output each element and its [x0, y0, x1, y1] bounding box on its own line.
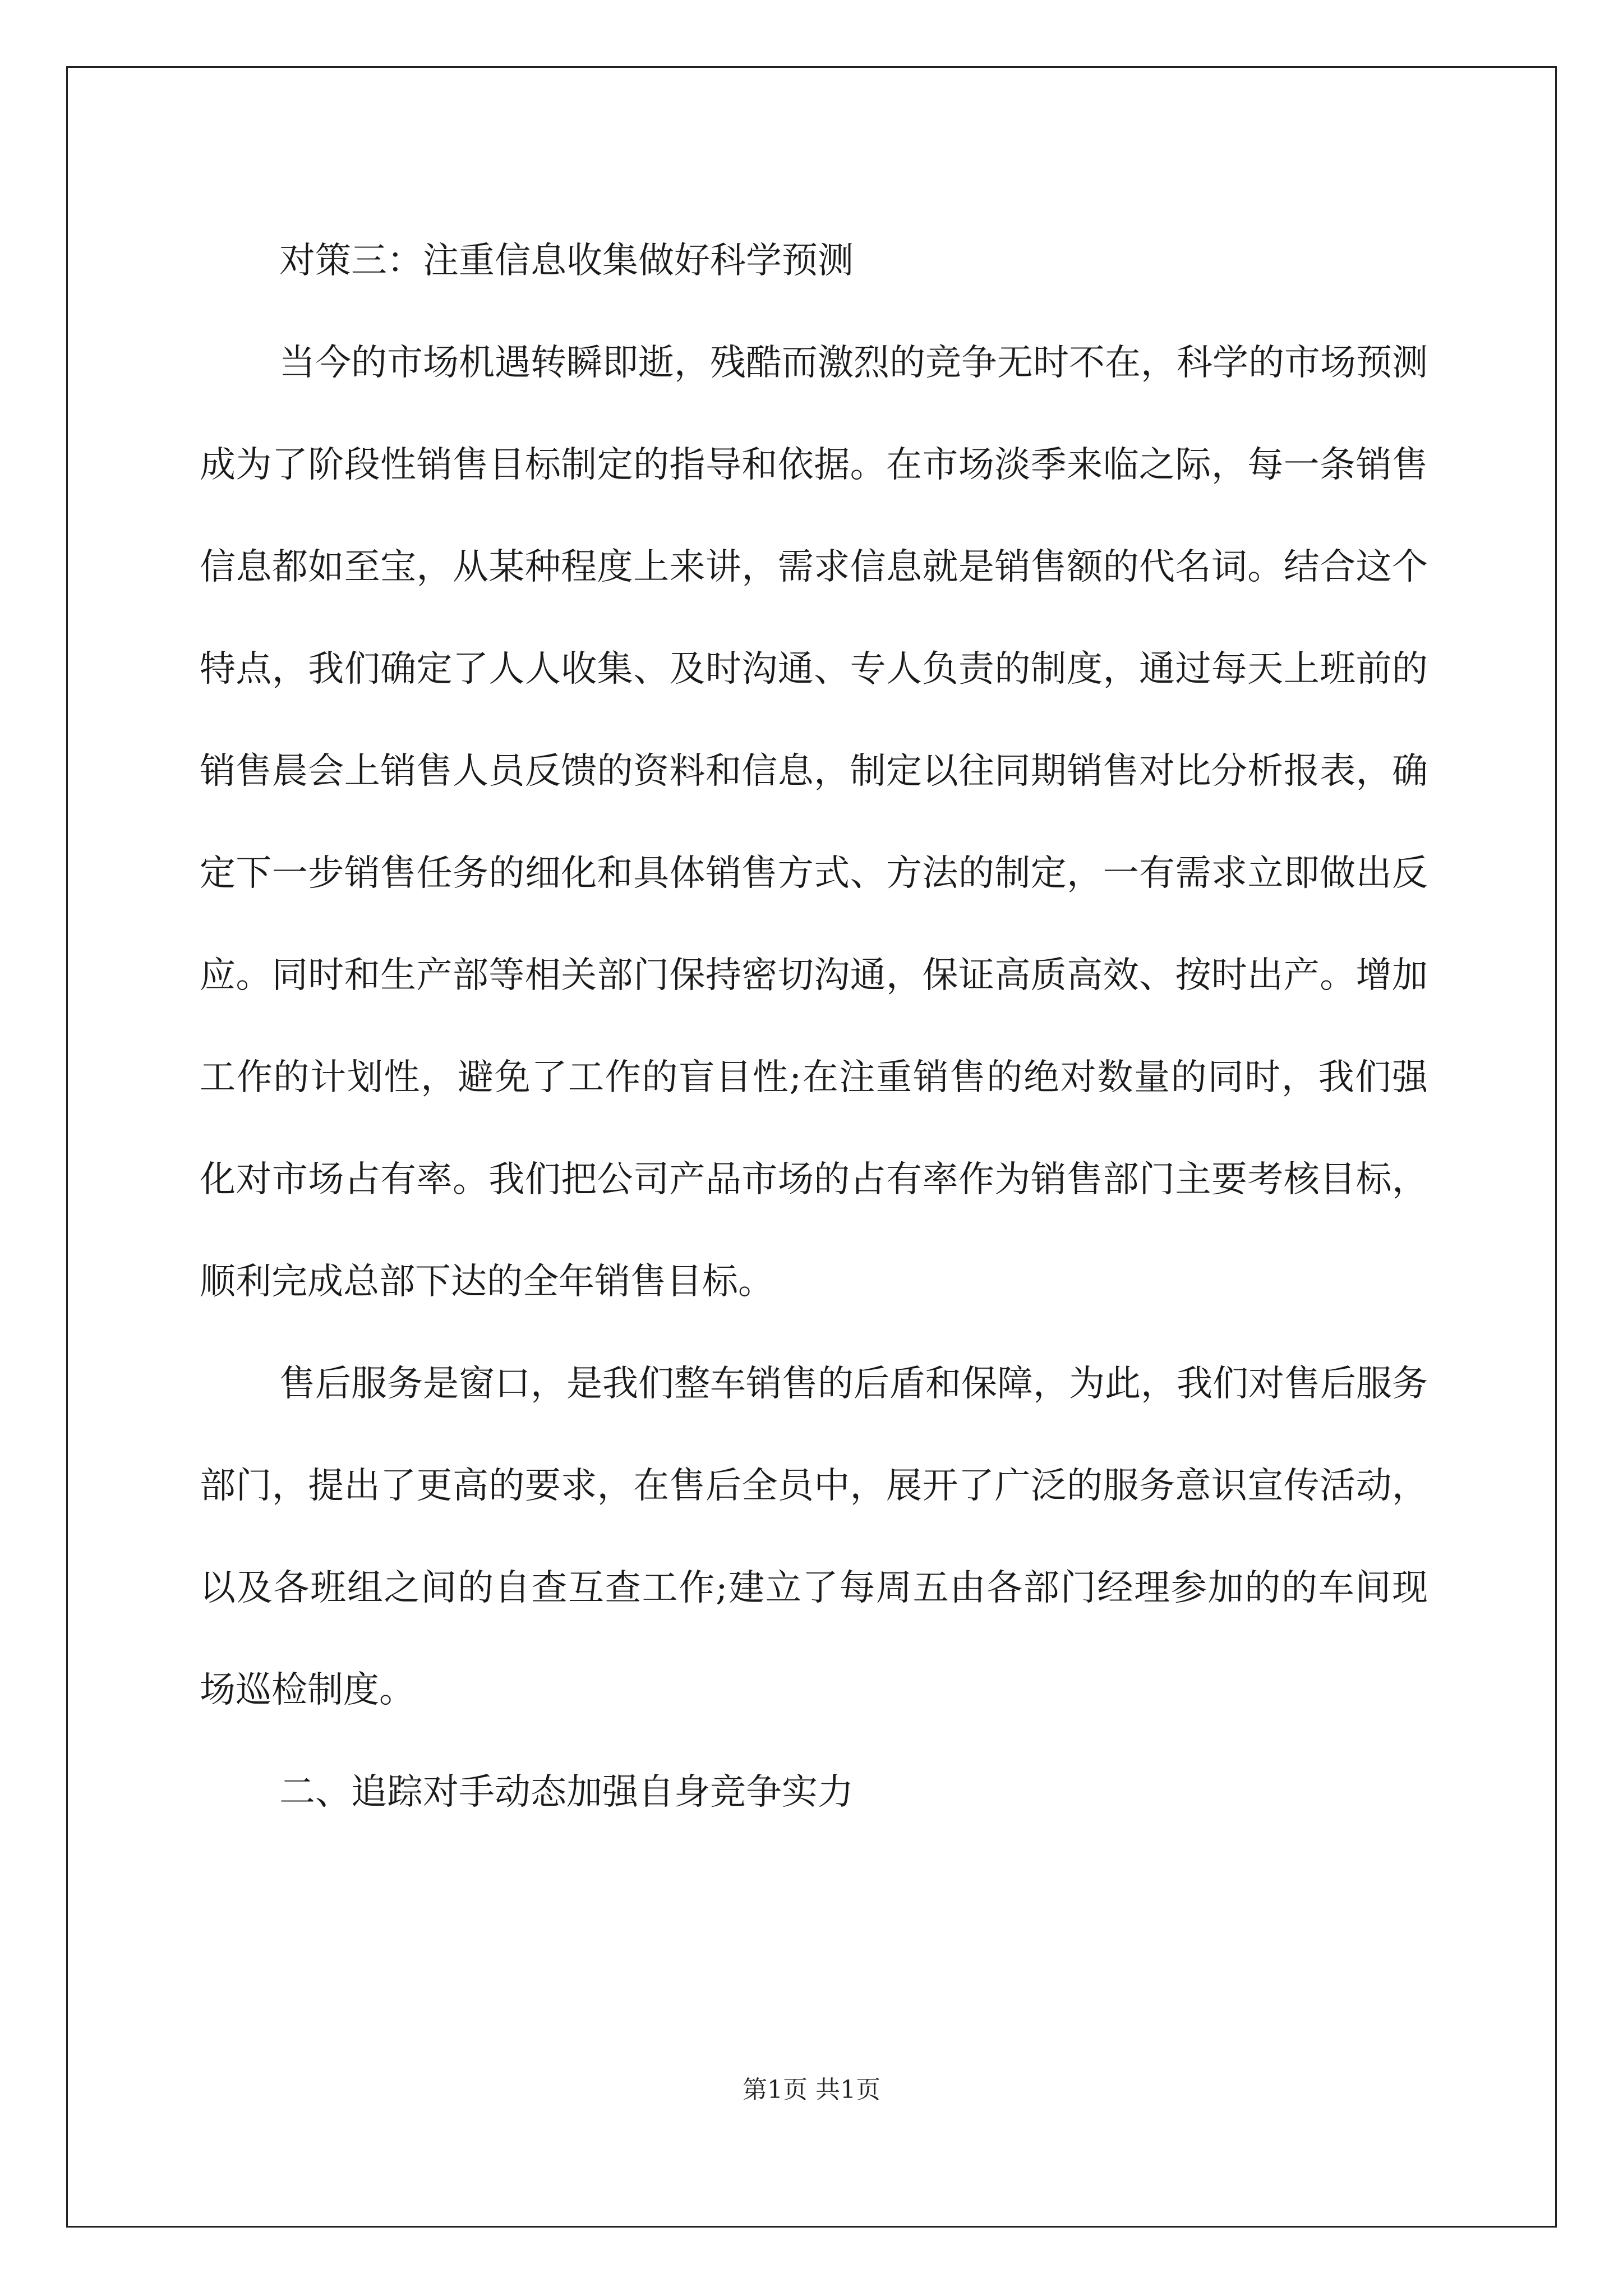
- paragraph-after-sales: 售后服务是窗口，是我们整车销售的后盾和保障，为此，我们对售后服务部门，提出了更高的要求，在售后全员中，展开了广泛的服务意识宣传活动，以及各班组之间的自查互查工作;建立了每周五由各部门经理参加的的车间现场巡检制度。: [200, 1363, 1428, 1711]
- paragraph-market-forecast: 当今的市场机遇转瞬即逝，残酷而激烈的竞争无时不在，科学的市场预测成为了阶段性销售目标制定的指导和依据。在市场淡季来临之际，每一条销售信息都如至宝，从某种程度上来讲，需求信息就是销售额的代名词。结合这个特点，我们确定了人人收集、及时沟通、专人负责的制度，通过每天上班前的销售晨会上销售人员反馈的资料和信息，制定以往同期销售对比分析报表，确定下一步销售任务的细化和具体销售方式、方法的制定，一有需求立即做出反应。同时和生产部等相关部门保持密切沟通，保证高质高效、按时出产。增加工作的计划性，避免了工作的盲目性;在注重销售的绝对数量的同时，我们强化对市场占有率。我们把公司产品市场的占有率作为销售部门主要考核目标，顺利完成总部下达的全年销售目标。: [200, 342, 1428, 1303]
- section-heading-strategy-three: 对策三：注重信息收集做好科学预测: [279, 240, 854, 282]
- document-body: [200, 210, 1428, 1843]
- page-footer: 第1页 共1页: [743, 2076, 880, 2104]
- section-heading-competitors: 二、追踪对手动态加强自身竞争实力: [279, 1772, 854, 1813]
